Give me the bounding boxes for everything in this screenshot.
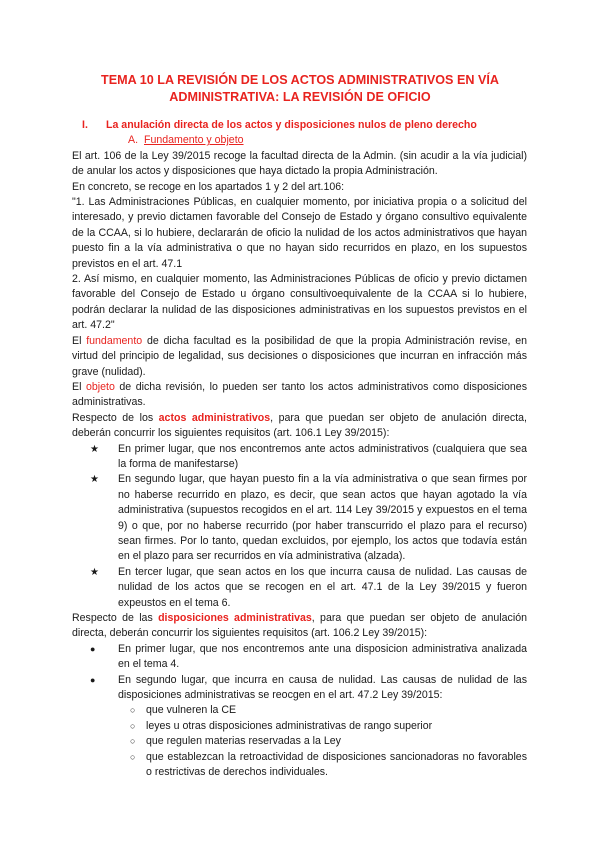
list-item	[72, 703, 527, 718]
list-item	[72, 734, 527, 749]
term-fundamento: fundamento	[86, 334, 143, 347]
list-item	[72, 719, 527, 734]
page-title: TEMA 10 LA REVISIÓN DE LOS ACTOS ADMINISTRATIVOS EN VÍA ADMINISTRATIVA: LA REVISIÓN DE OFICIO	[101, 73, 499, 104]
list-item-text: En primer lugar, que nos encontremos ante una disposicion administrativa analizada en el tema 4.	[118, 642, 527, 671]
paragraph-disposiciones	[72, 611, 527, 642]
text-run: de dicha revisión, lo pueden ser tanto los actos administrativos como disposiciones administrativas.	[72, 380, 527, 409]
text-run: Respecto de las	[72, 612, 159, 624]
list-item	[72, 642, 527, 673]
dot-bullet-icon: ●	[90, 674, 96, 685]
section-number: I.	[82, 119, 88, 131]
list-item-text: leyes u otras disposiciones administrativas de rango superior	[146, 719, 433, 732]
circle-bullet-icon: ○	[130, 705, 136, 716]
list-item	[72, 442, 527, 473]
circle-bullet-icon: ○	[130, 736, 136, 747]
list-item-text: En primer lugar, que nos encontremos ante actos administrativos (cualquiera que sea la forma de manifestarse)	[118, 442, 527, 470]
list-item-text: En segundo lugar, que hayan puesto fin a la vía administrativa o que sean firmes por no haberse recurrido en plazo, es decir, que sean actos que hayan agotado la vía administrativa (supuestos recogidos en el art. 114 Ley 39/2015 y expuestos en el tema 9) o que, por no haberse recurrido (por haber transcurrido el plazo para el recurso) sean firmes. Por lo tanto, quedan excluidos, por ejemplo, los actos que todavía están en el plazo para ser recurridos en vía administrativa (alzada).	[118, 473, 527, 563]
text-run: Respecto de los	[72, 411, 159, 424]
star-bullet-icon: ★	[90, 474, 99, 486]
list-item	[72, 565, 527, 611]
list-item-text: que regulen materias reservadas a la Ley	[146, 735, 341, 748]
star-bullet-icon: ★	[90, 566, 99, 578]
list-item-text: que establezcan la retroactividad de disposiciones sancionadoras no favorables o restrictivas de derechos individuales.	[146, 750, 527, 779]
list-item	[72, 472, 527, 564]
subsection-title: Fundamento y objeto	[144, 134, 244, 147]
dot-bullet-icon: ●	[90, 643, 96, 654]
text-run: , para que puedan ser objeto de anulación directa, deberán concurrir los siguientes requisitos (art. 106.2 Ley 39/2015):	[72, 612, 527, 640]
document-body	[72, 118, 527, 780]
paragraph-quote-1: "1. Las Administraciones Públicas, en cualquier momento, por iniciativa propia o a solicitud del interesado, y previo dictamen favorable del Consejo de Estado y órgano consultivo equivalente de la CCAA, si lo hubiere, declararán de oficio la nulidad de los actos administrativos que hayan puesto fin a la vía administrativa o que no hayan sido recurridos en plazo, en los supuestos previstos en el art. 47.1	[72, 196, 527, 270]
circle-bullet-icon: ○	[130, 720, 136, 731]
subsection-heading	[128, 133, 527, 148]
term-disposiciones-administrativas: disposiciones administrativas	[158, 612, 312, 624]
star-bullet-icon: ★	[90, 443, 99, 455]
list-item-text: En segundo lugar, que incurra en causa de nulidad. Las causas de nulidad de las disposiciones administrativas se reocgen en el art. 47.2 Ley 39/2015:	[118, 673, 527, 702]
text-run: El	[72, 334, 87, 347]
text-run: de dicha facultad es la posibilidad de que la propia Administración revise, en virtud del principio de legalidad, sus decisiones o disposiciones que incurran en infracción más grave (nulidad).	[72, 334, 527, 378]
term-actos-administrativos: actos administrativos	[158, 411, 271, 424]
subsection-letter: A.	[128, 134, 139, 147]
paragraph-intro: El art. 106 de la Ley 39/2015 recoge la facultad directa de la Admin. (sin acudir a la vía judicial) de anular los actos y disposiciones que haya dictado la propia Administración.	[72, 149, 527, 178]
text-run: El	[72, 380, 86, 393]
list-item	[72, 673, 527, 704]
term-objeto: objeto	[85, 380, 115, 393]
list-item-text: que vulneren la CE	[146, 704, 237, 717]
circle-bullet-icon: ○	[130, 751, 136, 762]
paragraph-actos	[72, 411, 527, 442]
paragraph-objeto	[72, 380, 527, 411]
paragraph-fundamento	[72, 334, 527, 380]
section-heading	[82, 118, 527, 133]
text-run: , para que puedan ser objeto de anulación directa, deberán concurrir los siguientes requisitos (art. 106.1 Ley 39/2015):	[72, 411, 527, 440]
paragraph-quote-2: 2. Así mismo, en cualquier momento, las Administraciones Públicas de oficio y previo dictamen favorable del Consejo de Estado u órgano consultivoequivalente de la CCAA si lo hubiere, podrán declarar la nulidad de las disposiciones administrativas en los supuestos previstos en el art. 47.2"	[72, 273, 527, 332]
section-title: La anulación directa de los actos y disposiciones nulos de pleno derecho	[106, 119, 477, 131]
list-item-text: En tercer lugar, que sean actos en los que incurra causa de nulidad. Las causas de nulidad de los actos que se recogen en el art. 47.1 de la Ley 39/2015 y fueron expeustos en el tema 6.	[118, 565, 527, 609]
list-item	[72, 750, 527, 781]
paragraph-apartados: En concreto, se recoge en los apartados 1 y 2 del art.106:	[72, 180, 345, 193]
